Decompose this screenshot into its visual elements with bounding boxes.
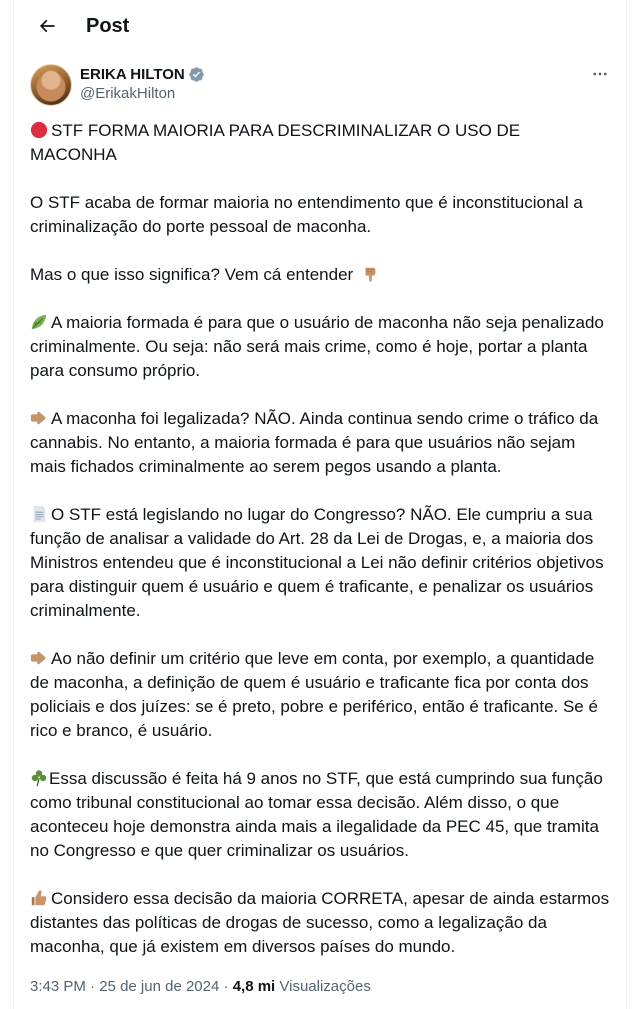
arrow-left-icon	[37, 16, 57, 36]
author-names	[80, 64, 205, 102]
views-label: Visualizações	[279, 978, 371, 995]
post-text	[14, 119, 626, 959]
verified-badge-icon[interactable]	[188, 66, 205, 83]
post-meta: 3:43 PM · 25 de jun de 2024 · 4,8 mi Visualizações	[30, 978, 371, 995]
views-count: 4,8 mi	[232, 978, 276, 995]
document-icon	[30, 505, 48, 523]
post-paragraph: Mas o que isso significa? Vem cá entender	[30, 263, 610, 287]
avatar[interactable]	[30, 64, 72, 106]
post-time[interactable]: 3:43 PM	[30, 978, 86, 995]
pointing-down-icon	[361, 265, 379, 283]
post-page	[13, 0, 627, 1009]
post-author	[14, 52, 626, 106]
post-paragraph: O STF está legislando no lugar do Congresso? NÃO. Ele cumpriu a sua função de analisar a validade do Art. 28 da Lei de Drogas, e, a maioria dos Ministros entendeu que é inconstitucional a Lei não definir critérios objetivos para distinguir quem é usuário e quem é traficante, e penalizar os usuários criminalmente.	[30, 505, 604, 620]
more-icon	[591, 65, 609, 83]
leaf-icon	[30, 313, 48, 331]
post-paragraph: A maioria formada é para que o usuário de maconha não seja penalizado criminalmente. Ou seja: não será mais crime, como é hoje, portar a planta para consumo próprio.	[30, 313, 604, 380]
more-options-button[interactable]	[588, 64, 612, 84]
thumbs-up-icon	[30, 889, 48, 907]
post-paragraph: O STF acaba de formar maioria no entendimento que é inconstitucional a criminalização do porte pessoal de maconha.	[30, 193, 583, 236]
pointing-right-icon	[30, 409, 48, 427]
post-paragraph: Essa discussão é feita há 9 anos no STF, que está cumprindo sua função como tribunal constitucional ao tomar essa decisão. Além disso, o que aconteceu hoje demonstra ainda mais a ilegalidade da PEC 45, que tramita no Congresso e que quer criminalizar os usuários.	[30, 769, 603, 860]
post-date[interactable]: 25 de jun de 2024	[99, 978, 220, 995]
shamrock-icon	[30, 769, 48, 787]
post-paragraph: A maconha foi legalizada? NÃO. Ainda continua sendo crime o tráfico da cannabis. No entanto, a maioria formada é para que usuários não sejam mais fichados criminalmente ao serem pegos usando a planta.	[30, 409, 599, 476]
red-circle-icon	[30, 121, 48, 139]
post-paragraph: Considero essa decisão da maioria CORRETA, apesar de ainda estarmos distantes das políticas de drogas de sucesso, como a legalização da maconha, que já existem em diversos países do mundo.	[30, 889, 610, 956]
post-paragraph: STF FORMA MAIORIA PARA DESCRIMINALIZAR O USO DE MACONHA	[30, 121, 521, 164]
back-button[interactable]	[30, 9, 64, 43]
post-paragraph: Ao não definir um critério que leve em conta, por exemplo, a quantidade de maconha, a definição de quem é usuário e traficante fica por conta dos policiais e dos juízes: se é preto, pobre e periférico, então é traficante. Se é rico e branco, é usuário.	[30, 649, 598, 740]
user-handle[interactable]: @ErikakHilton	[80, 85, 176, 102]
top-bar	[14, 0, 626, 52]
page-title: Post	[86, 14, 130, 37]
pointing-right-icon	[30, 649, 48, 667]
display-name[interactable]: ERIKA HILTON	[80, 65, 185, 83]
